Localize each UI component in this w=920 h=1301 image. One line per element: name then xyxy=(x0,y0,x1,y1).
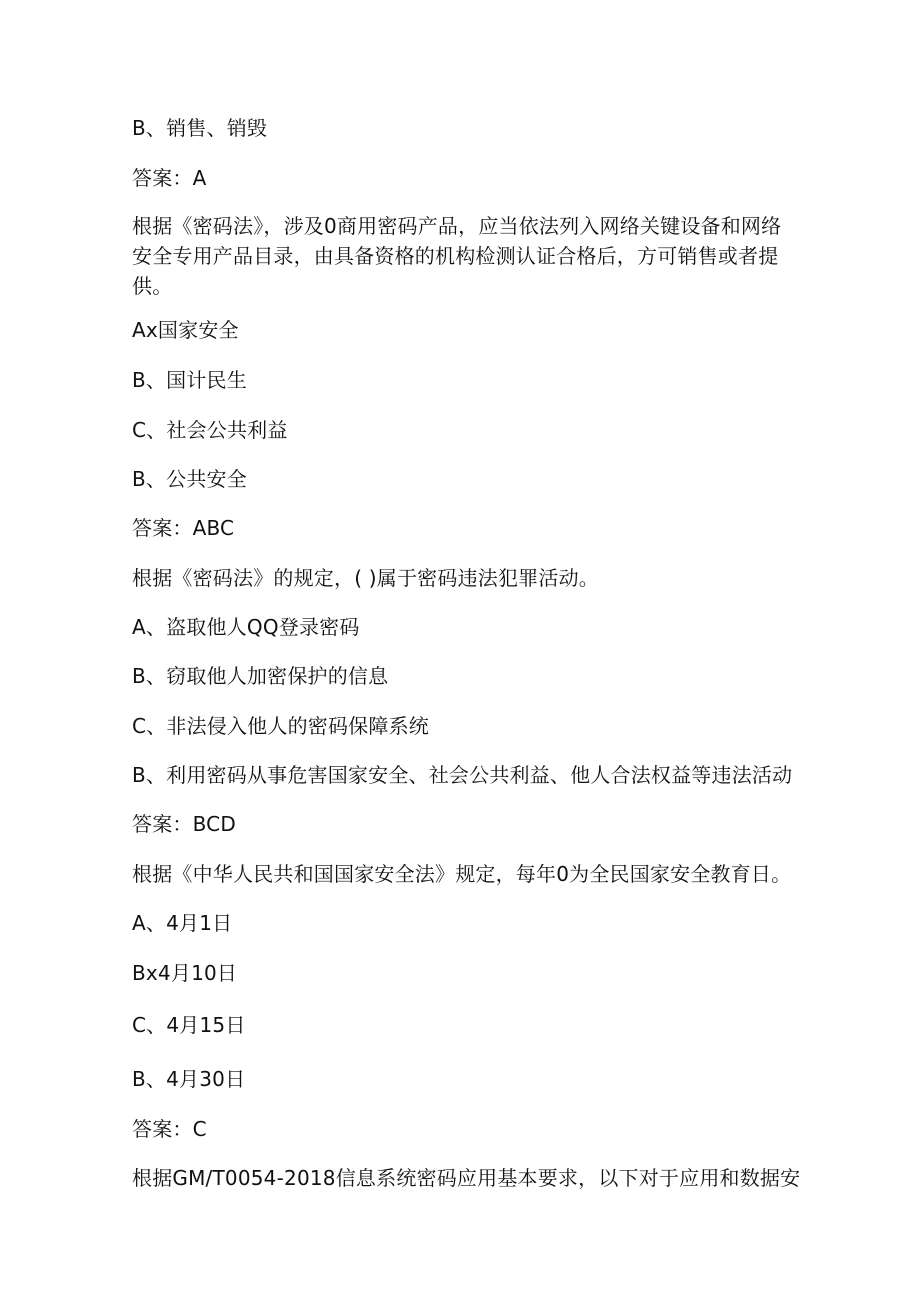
option-d-line: B、公共安全 xyxy=(132,467,247,491)
question-line: 根据《密码法》的规定，( )属于密码违法犯罪活动。 xyxy=(132,566,599,590)
answer-line: 答案：BCD xyxy=(132,812,236,836)
answer-line: 答案：ABC xyxy=(132,516,235,540)
option-a-line: A、4月1日 xyxy=(132,911,233,935)
option-d-line: B、4月30日 xyxy=(132,1067,246,1091)
option-c-line: C、非法侵入他人的密码保障系统 xyxy=(132,714,429,738)
option-d-line: B、利用密码从事危害国家安全、社会公共利益、他人合法权益等违法活动 xyxy=(132,763,793,787)
option-b-line: B、窃取他人加密保护的信息 xyxy=(132,664,389,688)
answer-line: 答案：C xyxy=(132,1117,207,1141)
option-c-line: C、4月15日 xyxy=(132,1013,246,1037)
option-b-line: Bx4月10日 xyxy=(132,961,238,985)
question-paragraph: 根据《密码法》，涉及0商用密码产品，应当依法列入网络关键设备和网络安全专用产品目录，由具备资格的机构检测认证合格后，方可销售或者提供。 xyxy=(132,214,782,298)
option-b-line: B、国计民生 xyxy=(132,368,247,392)
option-a-line: Ax国家安全 xyxy=(132,318,239,342)
option-a-line: A、盗取他人QQ登录密码 xyxy=(132,615,360,639)
question-line: 根据GM/T0054-2018信息系统密码应用基本要求，以下对于应用和数据安 xyxy=(132,1166,801,1190)
question-line: 根据《中华人民共和国国家安全法》规定，每年0为全民国家安全教育日。 xyxy=(132,862,792,886)
option-b-line: B、销售、销毁 xyxy=(132,116,268,140)
option-c-line: C、社会公共利益 xyxy=(132,418,288,442)
answer-line: 答案：A xyxy=(132,166,207,190)
